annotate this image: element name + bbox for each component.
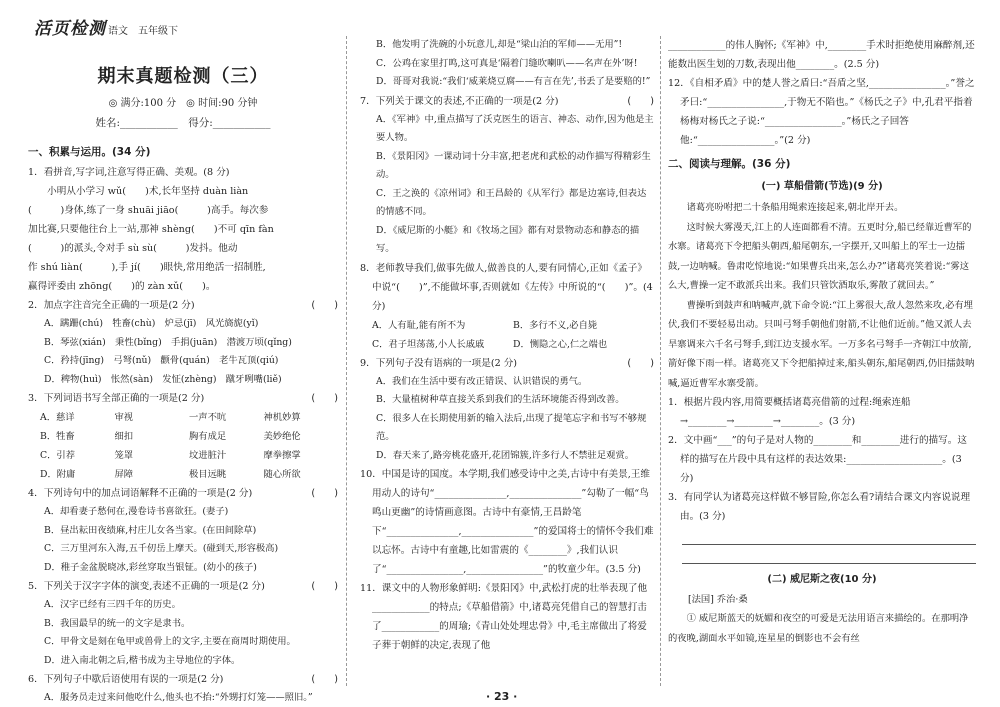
- option: B．昼出耘田夜绩麻,村庄儿女各当家。(在田间除草): [44, 524, 257, 536]
- option-row: A．慈详 审视 一声不吭 神机妙算: [40, 412, 301, 423]
- question-8: 8．老师教导我们,做事先做人,做善良的人,要有同情心,正如《孟子》中说“( )”,不能做坏事,否则就如《左传》中所说的“( )”。(4 分): [360, 262, 653, 312]
- passage-paragraph: 曹操听到鼓声和呐喊声,就下命令说:“江上雾很大,敌人忽然来攻,必有埋伏,我们不要轻易出动。只叫弓弩手朝他们射箭,不让他们近前。”他又派人去旱寨调来六千名弓弩手,到江边支援水军。一万多名弓弩手一齐朝江中放箭,箭好像下雨一样。诸葛亮又下令把船掉过来,船头朝东,船尾朝西,仍旧擂鼓呐喊,逼近曹军水寨受箭。: [668, 299, 975, 389]
- q1-line: 赢得评委由 zhōng( )的 zàn xǔ( )。: [28, 281, 216, 292]
- option: D．稗物(huì) 怅然(sàn) 发怔(zhèng) 蹴牙咧嘴(liě): [44, 373, 282, 385]
- option: C．公鸡在家里打鸣,这可真是‘隔着门缝吹喇叭——名声在外’呀!: [376, 57, 638, 69]
- page-title: 期末真题检测（三）: [97, 66, 269, 87]
- student-info: 姓名:___________ 得分:___________: [95, 117, 271, 129]
- option: A．服务员走过来问他吃什么,他头也不抬:“外甥打灯笼——照旧。”: [44, 692, 313, 703]
- question-9: 9．下列句子没有语病的一项是(2 分) ( ): [360, 357, 654, 369]
- answer-line: [682, 545, 976, 564]
- section-heading: 二、阅读与理解。(36 分): [668, 158, 791, 170]
- option-row: B．牲畜 细扣 胸有成足 美妙绝伦: [40, 431, 301, 442]
- passage-author: [法国] 乔治·桑: [688, 594, 748, 605]
- option-row: C．引荐 笼罩 坟进脏汁 摩拳擦掌: [40, 450, 301, 461]
- q1-line: ( )身体,练了一身 shuāi jiāo( )高手。每次参: [28, 205, 269, 216]
- option: C．很多人在长期使用新的输入法后,出现了提笔忘字和书写不够规范。: [376, 412, 647, 442]
- column-divider: [660, 36, 661, 686]
- section-heading: 一、积累与运用。(34 分): [28, 146, 151, 158]
- option: A．汉字已经有三四千年的历史。: [44, 599, 181, 610]
- q1-line: 小明从小学习 wǔ( )术,长年坚持 duàn liàn: [28, 186, 249, 197]
- column-right: [668, 0, 976, 707]
- passage-title: (一) 草船借箭(节选)(9 分): [761, 181, 883, 192]
- reading-question-1: 1．根据片段内容,用简要概括诸葛亮借箭的过程:绳索连船→________→________→________。(3 分): [668, 397, 911, 427]
- question-4: 4．下列诗句中的加点词语解释不正确的一项是(2 分) ( ): [28, 488, 338, 499]
- question-6: 6．下列句子中歇后语使用有误的一项是(2 分) ( ): [28, 674, 338, 685]
- q1-line: ( )的派头,令对手 sù sù( )发抖。他动: [28, 243, 238, 254]
- question-12: 12．《自相矛盾》中的楚人誉之盾曰:“吾盾之坚,________________。”誉之矛曰:“________________,于物无不陷也。”《杨氏之子》中,孔君平指着杨梅对杨氏之子说:“________________。”杨氏之子回答他:“________________。”(2 分): [668, 78, 975, 146]
- option: A．却看妻子愁何在,漫卷诗书喜欲狂。(妻子): [44, 506, 229, 517]
- option: D．稚子金盆脱晓冰,彩丝穿取当银钲。(幼小的孩子): [44, 561, 257, 573]
- option: B．琴弦(xián) 秉性(bǐng) 手捐(juān) 潜渡万顷(qǐng): [44, 336, 292, 348]
- option: C．矜持(jīng) 弓弩(nǔ) 颧骨(quán) 老牛瓦顶(qiú): [44, 355, 279, 366]
- passage-paragraph: ① 威尼斯蓝天的妩媚和夜空的可爱是无法用语言来描绘的。在那明净的夜晚,湖面水平如镜,连星星的倒影也不会有丝: [668, 613, 969, 644]
- question-10: 10．中国是诗的国度。本学期,我们感受诗中之美,古诗中有美景,王维用动人的诗句“_______________,_______________”勾勒了一幅“鸟鸣山更幽”的诗情画意图。古诗中有豪情,王昌龄笔下“_______________,_______________”的爱国将士的情怀令我们难以忘怀。古诗中有童趣,比如雷震的《________》,我们认识了“________________,________________”的牧童少年。(3.5 分): [360, 469, 654, 575]
- question-11: 11．课文中的人物形象鲜明:《景阳冈》中,武松打虎的壮举表现了他____________的特点;《草船借箭》中,诸葛亮凭借自己的智慧打击了____________的周瑜;《青山处处埋忠骨》中,毛主席做出了将爱子葬于朝鲜的决定,表现了他: [360, 583, 648, 651]
- option: B．《景阳冈》一课动词十分丰富,把老虎和武松的动作描写得精彩生动。: [376, 150, 651, 180]
- answer-line: [682, 526, 976, 545]
- option: C．甲骨文是刻在龟甲或兽骨上的文字,主要在商周时期使用。: [44, 636, 296, 647]
- q1-line: 加比赛,只要他往台上一站,那神 shèng( )不可 qīn fàn: [28, 224, 274, 235]
- passage-paragraph: 诸葛亮吩咐把二十条船用绳索连接起来,朝北岸开去。: [686, 202, 904, 213]
- option: C．王之涣的《凉州词》和王昌龄的《从军行》都是边塞诗,但表达的情感不同。: [376, 187, 647, 217]
- column-divider: [346, 36, 347, 686]
- option-row: D．附庸 屏障 极目远眺 随心所欲: [40, 469, 301, 480]
- reading-question-3: 3．有同学认为诸葛亮这样做不够冒险,你怎么看?请结合课文内容说说理由。(3 分): [668, 492, 971, 522]
- option: C．三万里河东入海,五千仞岳上摩天。(碰到天,形容极高): [44, 543, 279, 554]
- exam-meta: ◎ 满分:100 分 ◎ 时间:90 分钟: [108, 98, 258, 109]
- page-number: · 23 ·: [486, 690, 518, 703]
- option: D．进入南北朝之后,楷书成为主导地位的字体。: [44, 654, 241, 666]
- reading-question-2: 2．文中画“___”的句子是对人物的________和________进行的描写。这样的描写在片段中具有这样的表达效果:____________________。(3 分): [668, 435, 967, 484]
- brand-logo: 活页检测: [34, 19, 106, 39]
- option-row: C．君子坦荡荡,小人长戚戚 D．恻隐之心,仁之端也: [372, 338, 608, 350]
- q11-continued: ____________的伟人胸怀;《军神》中,________手术时拒绝使用麻醉剂,还能数出医生划的刀数,表现出他________。(2.5 分): [668, 40, 975, 70]
- option: A．蹒跚(chú) 牲畜(chù) 炉忌(jī) 风光旖旎(yǐ): [44, 318, 259, 329]
- option-row: A．人有耻,能有所不为 B．多行不义,必自毙: [372, 319, 598, 331]
- question-7: 7．下列关于课文的表述,不正确的一项是(2 分) ( ): [360, 95, 654, 107]
- option: D．《威尼斯的小艇》和《牧场之国》都有对景物动态和静态的描写。: [376, 224, 640, 254]
- question-5: 5．下列关于汉字字体的演变,表述不正确的一项是(2 分) ( ): [28, 581, 338, 592]
- question-1: 1．看拼音,写字词,注意写得正确、美观。(8 分): [28, 167, 230, 178]
- subject-label: 语文 五年级下: [108, 26, 178, 37]
- passage-title: (二) 威尼斯之夜(10 分): [767, 574, 877, 585]
- option: D．哥哥对我说:“我们‘威莱烧豆腐——有言在先’,书丢了是要赔的!”: [376, 76, 651, 87]
- option: A．《军神》中,重点描写了沃克医生的语言、神态、动作,因为他是主要人物。: [376, 113, 654, 143]
- option: B．他发明了洗碗的小玩意儿,却是“梁山泊的军师——无用”!: [376, 39, 623, 50]
- option: D．春天来了,路旁桃花盛开,花团锦簇,许多行人不禁驻足观赏。: [376, 449, 635, 461]
- q1-line: 作 shú liàn( ),手 jí( )眼快,常用绝活一招制胜,: [28, 262, 266, 273]
- option: B．我国最早的统一的文字是隶书。: [44, 617, 191, 629]
- option: A．我们在生活中要有改正错误、认识错误的勇气。: [376, 375, 588, 387]
- question-3: 3．下列词语书写全部正确的一项是(2 分) ( ): [28, 393, 338, 404]
- option: B．大量植树种草直接关系到我们的生活环境能否得到改善。: [376, 394, 625, 405]
- question-2: 2．加点字注音完全正确的一项是(2 分) ( ): [28, 300, 338, 311]
- column-middle: [360, 0, 654, 707]
- column-left: [28, 0, 338, 707]
- passage-paragraph: 这时候大雾漫天,江上的人连面都看不清。五更时分,船已经靠近曹军的水寨。诸葛亮下令把船头朝西,船尾朝东,一字摆开,又叫船上的军士一边擂鼓,一边呐喊。鲁肃吃惊地说:“如果曹兵出来,怎么办?”诸葛亮笑着说:“雾这么大,曹操一定不敢派兵出来。我们只管饮酒取乐,雾散了就回去。”: [668, 221, 972, 291]
